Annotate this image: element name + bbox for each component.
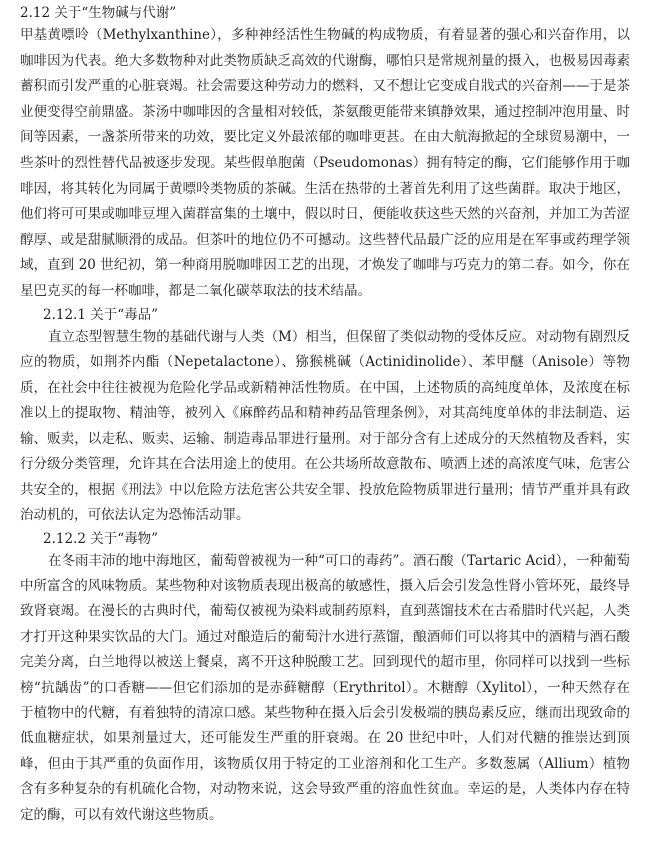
subsection-paragraph-toxins: 在冬雨丰沛的地中海地区，葡萄曾被视为一种“可口的毒药”。酒石酸（Tartaric Acid），一种葡萄中所富含的风味物质。某些物种对该物质表现出极高的敏感性，摄入后会引发急性肾小管坏死，最终导致肾衰竭。在漫长的古典时代，葡萄仅被视为染料或制药原料，直到蒸馏技术在古希腊时代兴起，人类才打开这种果实饮品的大门。通过对酿造后的葡萄汁水进行蒸馏，酿酒师们可以将其中的酒精与酒石酸完美分离，白兰地得以被送上餐桌，离不开这种脱酸工艺。回到现代的超市里，你同样可以找到一些标榜“抗龋齿”的口香糖——但它们添加的是赤藓糖醇（Erythritol）。木糖醇（Xylitol），一种天然存在于植物中的代糖，有着独特的清凉口感。某些物种在摄入后会引发极端的胰岛素反应，继而出现致命的低血糖症状，如果剂量过大，还可能发生严重的肝衰竭。在 20 世纪中叶，人们对代糖的推崇达到顶峰，但由于其严重的负面作用，该物质仅用于特定的工业溶剂和化工生产。多数葱属（Allium）植物含有多种复杂的有机硫化合物，对动物来说，这会导致严重的溶血性贫血。幸运的是，人类体内存在特定的酶，可以有效代谢这些物质。 — [20, 552, 630, 823]
section-title: 2.12 关于“生物碱与代谢” — [20, 5, 177, 21]
subsection-title-toxins: 2.12.2 关于“毒物” — [43, 530, 159, 547]
subsection-paragraph-drugs: 直立态型智慧生物的基础代谢与人类（M）相当，但保留了类似动物的受体反应。对动物有剧烈反应的物质，如荆芥内酯（Nepetalactone）、猕猴桃碱（Actinidinolide）、苯甲醚（Anisole）等物质，在社会中往往被视为危险化学品或新精神活性物质。在中国，上述物质的高纯度单体，及浓度在标准以上的提取物、精油等，被列入《麻醉药品和精神药品管理条例》，对其高纯度单体的非法制造、运输、贩卖，以走私、贩卖、运输、制造毒品罪进行量刑。对于部分含有上述成分的天然植物及香料，实行分级分类管理，允许其在合法用途上的使用。在公共场所故意散布、喷洒上述的高浓度气味，危害公共安全的，根据《刑法》中以危险方法危害公共安全罪、投放危险物质罪进行量刑；情节严重并具有政治动机的，可依法认定为恐怖活动罪。 — [20, 328, 630, 524]
section-paragraph: 甲基黄嘌呤（Methylxanthine），多种神经活性生物碱的构成物质，有着显著的强心和兴奋作用，以咖啡因为代表。绝大多数物种对此类物质缺乏高效的代谢酶，哪怕只是常规剂量的摄入，也极易因毒素蓄积而引发严重的心脏衰竭。社会需要这种劳动力的燃料，又不想让它变成自戕式的兴奋剂——于是茶业便变得空前鼎盛。茶汤中咖啡因的含量相对较低，茶氨酸更能带来镇静效果，通过控制冲泡用量、时间等因素，一盏茶所带来的功效，要比定义外最浓郁的咖啡更甚。在由大航海掀起的全球贸易潮中，一些茶叶的烈性替代品被逐步发现。某些假单胞菌（Pseudomonas）拥有特定的酶，它们能够作用于咖啡因，将其转化为同属于黄嘌呤类物质的茶碱。生活在热带的土著首先利用了这些菌群。取决于地区，他们将可可果或咖啡豆埋入菌群富集的土壤中，假以时日，便能收获这些天然的兴奋剂，并加工为苦涩醇厚、或是甜腻顺滑的成品。但茶叶的地位仍不可撼动。这些替代品最广泛的应用是在军事或药理学领域，直到 20 世纪初，第一种商用脱咖啡因工艺的出现，才焕发了咖啡与巧克力的第二春。如今，你在星巴克买的每一杯咖啡，都是二氧化碳萃取法的技术结晶。 — [20, 27, 630, 299]
subsection-title-drugs: 2.12.1 关于“毒品” — [43, 306, 159, 323]
